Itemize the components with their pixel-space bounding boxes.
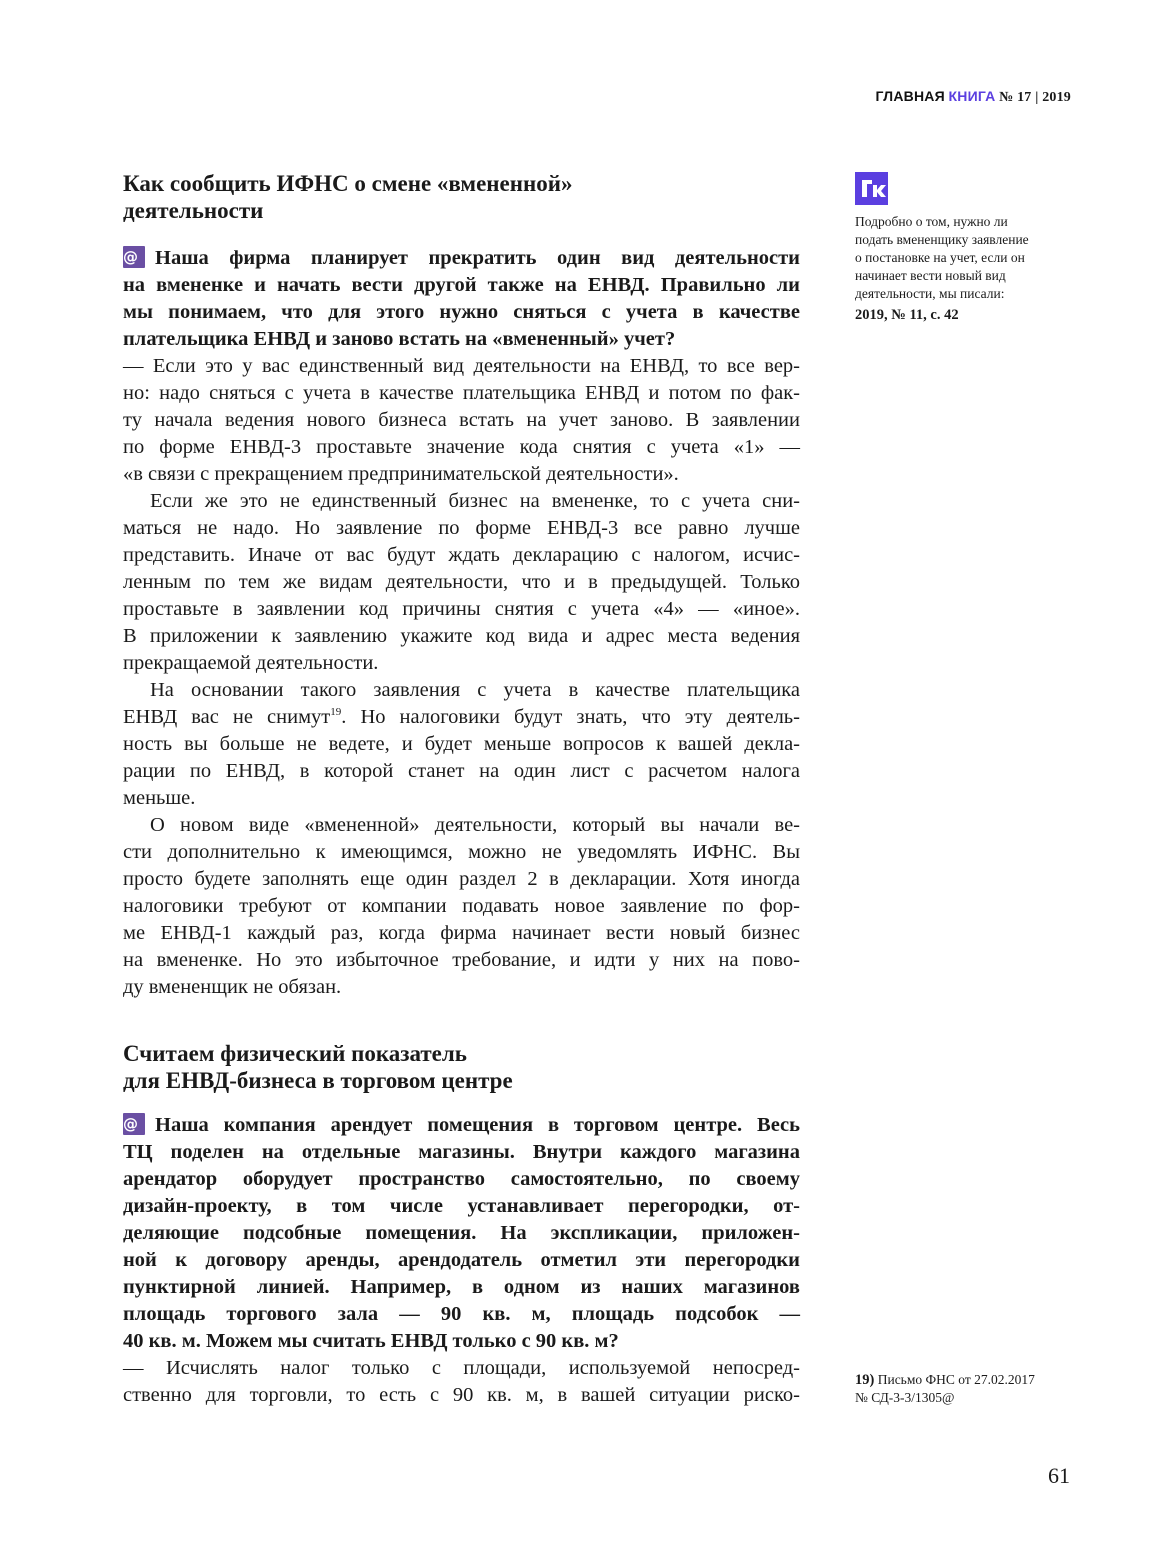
question-line — [123, 245, 800, 272]
note-line: деятельности, мы писали: — [855, 286, 1005, 301]
footnote — [855, 1371, 1070, 1407]
question-text: на вмененке и начать вести другой также на ЕНВД. Правильно ли — [123, 274, 800, 296]
text-line: ме ЕНВД-1 каждый раз, когда фирма начинает вести новый бизнес — [123, 922, 800, 944]
text-line: — Если это у вас единственный вид деятельности на ЕНВД, то все вер- — [123, 355, 800, 377]
text-line: Если же это не единственный бизнес на вмененке, то с учета сни- — [150, 490, 800, 512]
question-line — [123, 1139, 800, 1166]
text-fragment: . Но налоговики будут знать, что эту деятель- — [341, 706, 800, 728]
text-line: но: надо сняться с учета в качестве плательщика ЕНВД и потом по фак- — [123, 382, 800, 404]
question-line — [123, 272, 800, 299]
question-line — [123, 1301, 800, 1328]
question-text: мы понимаем, что для этого нужно сняться с учета в качестве — [123, 301, 800, 323]
running-header — [876, 88, 1071, 106]
question-text: плательщика ЕНВД и заново встать на «вмененный» учет? — [123, 328, 676, 350]
text-line: ту начала ведения нового бизнеса встать на учет заново. В заявлении — [123, 409, 800, 431]
question-line — [123, 1220, 800, 1247]
question-line — [123, 1328, 800, 1355]
question-line — [123, 1112, 800, 1139]
section2-answer — [123, 1355, 800, 1409]
section1-title — [123, 170, 800, 224]
text-line: сти дополнительно к имеющимся, можно не уведомлять ИФНС. Вы — [123, 841, 800, 863]
text-line: по форме ЕНВД-3 проставьте значение кода снятия с учета «1» — — [123, 436, 800, 458]
title-line: Считаем физический показатель — [123, 1041, 467, 1066]
section1-answer — [123, 353, 800, 1001]
text-line: На основании такого заявления с учета в качестве плательщика — [150, 679, 800, 701]
text-line: ственно для торговли, то есть с 90 кв. м, в вашей ситуации риско- — [123, 1384, 800, 1406]
text-line: проставьте в заявлении код причины снятия с учета «4» — «иное». — [123, 598, 800, 620]
title-line: Как сообщить ИФНС о смене «вмененной» — [123, 171, 573, 196]
text-line: «в связи с прекращением предпринимательской деятельности». — [123, 463, 679, 485]
text-line: ность вы больше не ведете, и будет меньше вопросов к вашей декла- — [123, 733, 800, 755]
text-fragment: ЕНВД вас не снимут — [123, 706, 331, 728]
text-line: на вмененке. Но это избыточное требование, и идти у них на пово- — [123, 949, 800, 971]
text-line: ду вмененщик не обязан. — [123, 976, 342, 998]
issue-number: № 17 | 2019 — [999, 90, 1071, 105]
text-line: В приложении к заявлению укажите код вида и адрес места ведения — [123, 625, 800, 647]
text-line: О новом виде «вмененной» деятельности, который вы начали ве- — [150, 814, 800, 836]
footnote-text: № СД-3-3/1305@ — [855, 1390, 955, 1405]
title-line: деятельности — [123, 198, 264, 223]
section2-title — [123, 1040, 800, 1094]
question-text: Наша компания арендует помещения в торговом центре. Весь — [155, 1114, 800, 1136]
text-line: — Исчислять налог только с площади, используемой непосред- — [123, 1357, 800, 1379]
text-line: налоговики требуют от компании подавать новое заявление по фор- — [123, 895, 800, 917]
question-text: арендатор оборудует пространство самостоятельно, по своему — [123, 1168, 800, 1190]
question-line — [123, 326, 800, 353]
text-line — [123, 704, 800, 731]
text-line: просто будете заполнять еще один раздел 2 в декларации. Хотя иногда — [123, 868, 800, 890]
question-text: дизайн-проекту, в том числе устанавливает перегородки, от- — [123, 1195, 800, 1217]
text-line: ленным по тем же видам деятельности, что и в предыдущей. Только — [123, 571, 800, 593]
footnote-text: Письмо ФНС от 27.02.2017 — [877, 1372, 1035, 1387]
question-text: пунктирной линией. Например, в одном из наших магазинов — [123, 1276, 800, 1298]
note-reference: 2019, № 11, с. 42 — [855, 307, 959, 323]
question-text: деляющие подсобные помещения. На экспликации, приложен- — [123, 1222, 800, 1244]
text-line: маться не надо. Но заявление по форме ЕНВД-3 все равно лучше — [123, 517, 800, 539]
brand-name-part2: КНИГА — [948, 88, 996, 104]
text-line: представить. Иначе от вас будут ждать декларацию с налогом, исчис- — [123, 544, 800, 566]
sidebar-note — [855, 213, 1070, 324]
question-at-icon: @ — [123, 246, 145, 268]
gk-logo-icon — [855, 172, 888, 205]
text-line: рации по ЕНВД, в которой станет на один лист с расчетом налога — [123, 760, 800, 782]
title-line: для ЕНВД-бизнеса в торговом центре — [123, 1068, 513, 1093]
note-line: подать вмененщику заявление — [855, 232, 1029, 247]
brand-name-part1: ГЛАВНАЯ — [875, 88, 945, 104]
question-text: Наша фирма планирует прекратить один вид деятельности — [155, 247, 800, 269]
question-text: 40 кв. м. Можем мы считать ЕНВД только с 90 кв. м? — [123, 1330, 619, 1352]
question-line — [123, 1166, 800, 1193]
question-at-icon: @ — [123, 1113, 145, 1135]
question-line — [123, 1274, 800, 1301]
question-line — [123, 299, 800, 326]
text-line: прекращаемой деятельности. — [123, 652, 379, 674]
footnote-ref: 19 — [330, 706, 342, 719]
note-line: Подробно о том, нужно ли — [855, 214, 1008, 229]
text-line: меньше. — [123, 787, 196, 809]
note-line: начинает вести новый вид — [855, 268, 1006, 283]
page-number: 61 — [1048, 1463, 1070, 1488]
question-text: ной к договору аренды, арендодатель отметил эти перегородки — [123, 1249, 800, 1271]
question-line — [123, 1193, 800, 1220]
section1-question — [123, 245, 800, 353]
note-line: о постановке на учет, если он — [855, 250, 1025, 265]
question-text: ТЦ поделен на отдельные магазины. Внутри каждого магазина — [123, 1141, 800, 1163]
question-line — [123, 1247, 800, 1274]
footnote-number: 19) — [855, 1372, 875, 1388]
question-text: площадь торгового зала — 90 кв. м, площадь подсобок — — [123, 1303, 800, 1325]
section2-question — [123, 1112, 800, 1355]
